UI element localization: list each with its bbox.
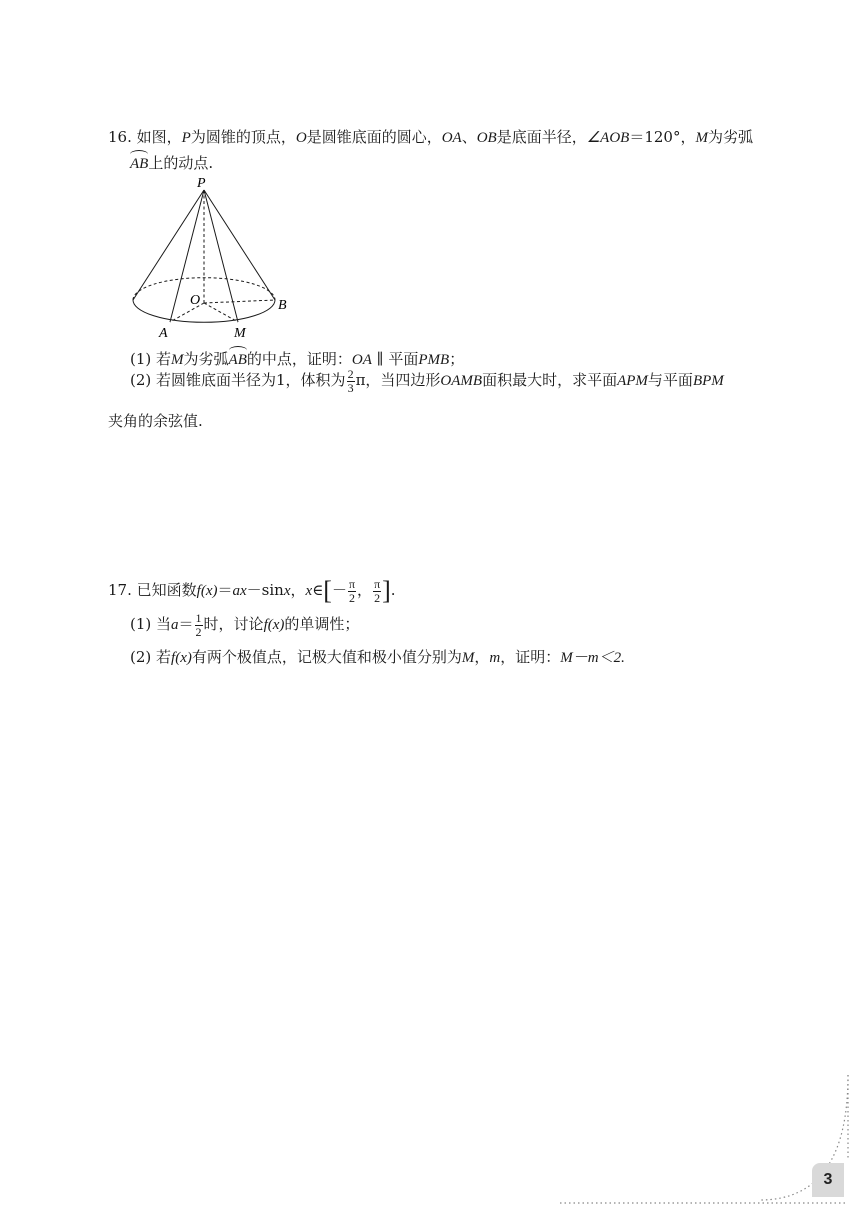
q16-text: 上的动点. bbox=[148, 154, 214, 172]
frac-num: π bbox=[374, 577, 381, 591]
q17-text: － bbox=[331, 581, 347, 600]
var-M: M bbox=[171, 352, 184, 368]
label-P: P bbox=[197, 176, 206, 191]
q16-text: ； bbox=[449, 350, 465, 368]
var-m: m bbox=[489, 650, 501, 666]
var-PMB: PMB bbox=[418, 352, 450, 368]
q16-number: 16. bbox=[108, 128, 132, 146]
var-M: M bbox=[461, 650, 475, 666]
frac-den: 2 bbox=[349, 590, 356, 605]
frac-num: π bbox=[348, 577, 356, 591]
q17-text: 的单调性； bbox=[284, 615, 360, 634]
q17-text: . bbox=[390, 581, 396, 600]
arc-AB: AB bbox=[228, 352, 247, 368]
right-bracket: ] bbox=[382, 576, 391, 606]
q16-text: 与平面 bbox=[647, 371, 693, 390]
q17-text: (1) 当 bbox=[130, 615, 172, 634]
q16-text: ∥ 平面 bbox=[371, 350, 419, 368]
var-P: P bbox=[181, 130, 191, 146]
var-OA: OA bbox=[351, 352, 372, 368]
q16-text: 是圆锥底面的圆心， bbox=[306, 128, 442, 146]
q16-text: ＝120°， bbox=[629, 128, 696, 146]
label-O: O bbox=[190, 293, 201, 308]
label-M: M bbox=[234, 326, 246, 341]
var-OAMB: OAMB bbox=[440, 373, 483, 390]
var-APM: APM bbox=[617, 373, 648, 390]
q16-text: 夹角的余弦值. bbox=[108, 412, 203, 430]
q17-text: ， bbox=[357, 581, 373, 600]
q16-text: 如图， bbox=[136, 128, 182, 146]
frac-den: 3 bbox=[347, 380, 354, 395]
q16-text: 面积最大时，求平面 bbox=[482, 371, 618, 390]
var-OA: OA bbox=[441, 130, 462, 146]
var-M: M bbox=[695, 130, 708, 146]
q16-text: 为劣弧 bbox=[707, 128, 753, 146]
frac-den: 2 bbox=[374, 590, 381, 605]
q17-text: －sin bbox=[246, 581, 284, 600]
var-a: a bbox=[171, 617, 179, 634]
q17-text: ， bbox=[474, 648, 490, 666]
page-number: 3 bbox=[812, 1163, 844, 1197]
var-fx: f(x) bbox=[171, 650, 192, 666]
var-O: O bbox=[295, 130, 307, 146]
q16-text: (1) 若 bbox=[130, 350, 172, 368]
q17-text: (2) 若 bbox=[130, 648, 172, 666]
q17-number: 17. bbox=[108, 581, 132, 600]
q16-text: 的中点，证明： bbox=[246, 350, 352, 368]
label-A: A bbox=[159, 326, 168, 341]
q16-text: 为圆锥的顶点， bbox=[190, 128, 296, 146]
left-bracket: [ bbox=[323, 576, 332, 606]
arc-AB: AB bbox=[130, 156, 149, 172]
q16-text: (2) 若圆锥底面半径为1，体积为 bbox=[130, 371, 346, 390]
label-B: B bbox=[278, 298, 287, 313]
q17-text: 有两个极值点，记极大值和极小值分别为 bbox=[191, 648, 462, 666]
q17-text: ， bbox=[290, 581, 306, 600]
var-fx: f(x) bbox=[263, 617, 285, 634]
var-x: x bbox=[283, 583, 291, 600]
q16-text: 是底面半径， bbox=[496, 128, 587, 146]
q17-text: ∈ bbox=[312, 581, 324, 600]
q16-text: 为劣弧 bbox=[183, 350, 229, 368]
var-OB: OB bbox=[476, 130, 497, 146]
q16-text: π，当四边形 bbox=[355, 371, 441, 390]
frac-num: 1 bbox=[195, 611, 202, 625]
q17-text: ＝ bbox=[178, 615, 194, 634]
var-ax: ax bbox=[232, 583, 247, 600]
frac-num: 2 bbox=[347, 367, 354, 381]
q16-text: 、 bbox=[461, 128, 477, 146]
q17-text: ，证明： bbox=[500, 648, 561, 666]
var-x: x bbox=[305, 583, 313, 600]
var-BPM: BPM bbox=[692, 373, 724, 390]
var-fx: f(x) bbox=[196, 583, 218, 600]
frac-den: 2 bbox=[195, 624, 202, 639]
q17-text: ＝ bbox=[217, 581, 233, 600]
q17-text: 已知函数 bbox=[136, 581, 197, 600]
inequality: M－m＜2. bbox=[560, 650, 625, 666]
angle-AOB: ∠AOB bbox=[586, 130, 630, 146]
q17-text: 时，讨论 bbox=[203, 615, 264, 634]
